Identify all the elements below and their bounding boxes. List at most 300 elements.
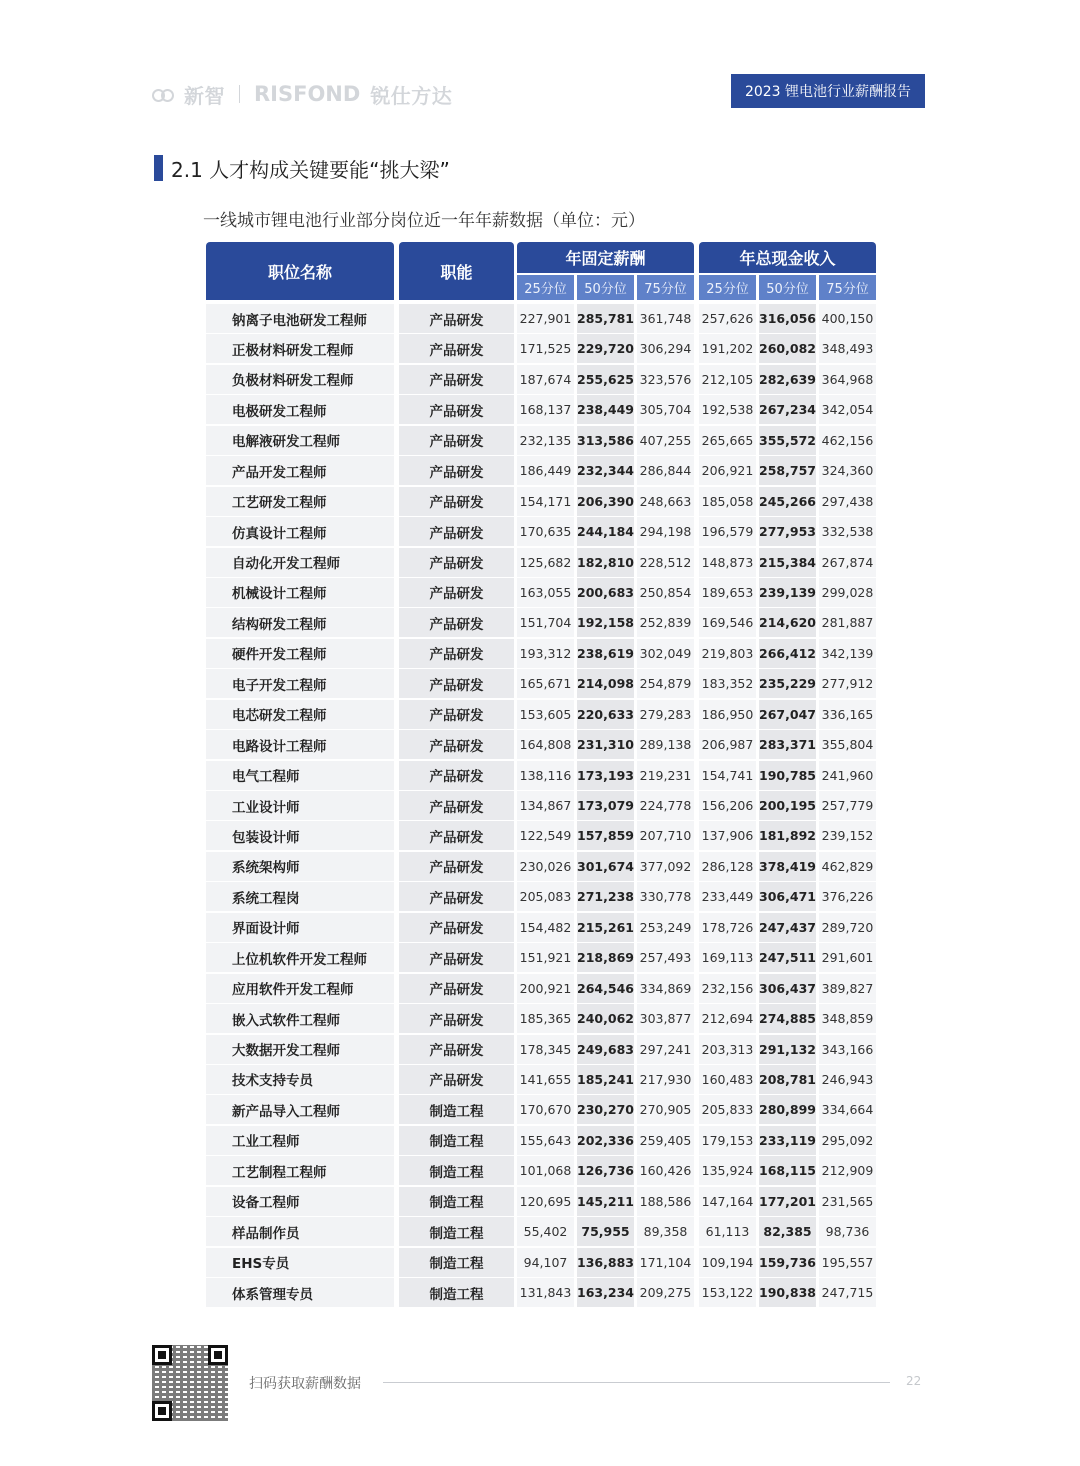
cell-function: 制造工程 — [399, 1278, 514, 1307]
cell-total-p25: 153,122 — [699, 1278, 756, 1307]
cell-total-p50: 214,620 — [759, 608, 816, 637]
cell-total-p75: 257,779 — [819, 791, 876, 820]
scan-prompt: 扫码获取薪酬数据 — [249, 1376, 361, 1392]
cell-position-name: 自动化开发工程师 — [206, 548, 394, 577]
section-title — [154, 154, 450, 182]
cell-position-name: 电解液研发工程师 — [206, 426, 394, 455]
cell-function: 产品研发 — [399, 1065, 514, 1094]
cell-fixed-p50: 173,193 — [577, 761, 634, 790]
cell-position-name: 大数据开发工程师 — [206, 1035, 394, 1064]
cell-fixed-p25: 94,107 — [517, 1248, 574, 1277]
cell-total-p75: 241,960 — [819, 761, 876, 790]
cell-position-name: 电子开发工程师 — [206, 669, 394, 698]
cell-fixed-p75: 334,869 — [637, 974, 694, 1003]
cell-function: 产品研发 — [399, 365, 514, 394]
cell-total-p50: 247,437 — [759, 913, 816, 942]
table-row — [206, 1187, 878, 1217]
cell-total-p50: 316,056 — [759, 304, 816, 333]
cell-fixed-p25: 155,643 — [517, 1126, 574, 1155]
cell-fixed-p75: 89,358 — [637, 1217, 694, 1246]
cell-fixed-p75: 160,426 — [637, 1156, 694, 1185]
table-row — [206, 334, 878, 364]
section-title-bar — [154, 155, 163, 181]
cell-function: 产品研发 — [399, 791, 514, 820]
cell-fixed-p75: 217,930 — [637, 1065, 694, 1094]
cell-position-name: 界面设计师 — [206, 913, 394, 942]
cell-fixed-p75: 289,138 — [637, 730, 694, 759]
cell-function: 产品研发 — [399, 669, 514, 698]
page-number: 22 — [906, 1374, 922, 1388]
cell-fixed-p25: 185,365 — [517, 1004, 574, 1033]
cell-position-name: 上位机软件开发工程师 — [206, 943, 394, 972]
cell-total-p50: 277,953 — [759, 517, 816, 546]
cell-fixed-p50: 157,859 — [577, 821, 634, 850]
brand-name-cn2: 锐仕方达 — [370, 83, 453, 108]
cell-fixed-p25: 151,704 — [517, 608, 574, 637]
cell-fixed-p50: 244,184 — [577, 517, 634, 546]
header-function: 职能 — [399, 242, 514, 300]
cell-function: 产品研发 — [399, 578, 514, 607]
cell-total-p75: 343,166 — [819, 1035, 876, 1064]
cell-fixed-p75: 305,704 — [637, 395, 694, 424]
brand-name-cn: 新智 — [184, 83, 225, 108]
cell-position-name: 工艺制程工程师 — [206, 1156, 394, 1185]
cell-total-p75: 239,152 — [819, 821, 876, 850]
cell-total-p25: 205,833 — [699, 1095, 756, 1124]
cell-fixed-p25: 186,449 — [517, 456, 574, 485]
cell-fixed-p50: 200,683 — [577, 578, 634, 607]
cell-total-p25: 147,164 — [699, 1187, 756, 1216]
header-sub-col: 25分位 — [517, 275, 574, 300]
cell-fixed-p75: 306,294 — [637, 334, 694, 363]
cell-function: 产品研发 — [399, 761, 514, 790]
cell-fixed-p75: 224,778 — [637, 791, 694, 820]
table-row — [206, 1095, 878, 1125]
table-row — [206, 1035, 878, 1065]
cell-total-p50: 82,385 — [759, 1217, 816, 1246]
brand-name-en: RISFOND — [254, 82, 361, 106]
cell-total-p50: 239,139 — [759, 578, 816, 607]
cell-fixed-p75: 254,879 — [637, 669, 694, 698]
cell-position-name: 样品制作员 — [206, 1217, 394, 1246]
header-group-total-cash: 年总现金收入 — [699, 242, 876, 273]
cell-fixed-p50: 301,674 — [577, 852, 634, 881]
cell-total-p50: 190,838 — [759, 1278, 816, 1307]
cell-function: 制造工程 — [399, 1095, 514, 1124]
cell-position-name: 硬件开发工程师 — [206, 639, 394, 668]
cell-fixed-p25: 193,312 — [517, 639, 574, 668]
cell-total-p25: 179,153 — [699, 1126, 756, 1155]
cell-total-p75: 342,139 — [819, 639, 876, 668]
table-row — [206, 943, 878, 973]
cell-fixed-p50: 271,238 — [577, 882, 634, 911]
cell-function: 产品研发 — [399, 548, 514, 577]
cell-fixed-p25: 170,670 — [517, 1095, 574, 1124]
cell-total-p25: 135,924 — [699, 1156, 756, 1185]
cell-total-p50: 260,082 — [759, 334, 816, 363]
cell-total-p25: 169,113 — [699, 943, 756, 972]
cell-fixed-p75: 171,104 — [637, 1248, 694, 1277]
cell-function: 产品研发 — [399, 395, 514, 424]
cell-total-p75: 342,054 — [819, 395, 876, 424]
cell-total-p50: 190,785 — [759, 761, 816, 790]
cell-position-name: 体系管理专员 — [206, 1278, 394, 1307]
header-sub-col: 50分位 — [759, 275, 816, 300]
cell-position-name: 结构研发工程师 — [206, 608, 394, 637]
report-title-badge: 2023 锂电池行业薪酬报告 — [731, 74, 925, 108]
cell-total-p75: 231,565 — [819, 1187, 876, 1216]
cell-total-p25: 232,156 — [699, 974, 756, 1003]
cell-function: 产品研发 — [399, 487, 514, 516]
cell-fixed-p50: 249,683 — [577, 1035, 634, 1064]
cell-function: 产品研发 — [399, 608, 514, 637]
cell-total-p50: 280,899 — [759, 1095, 816, 1124]
cell-fixed-p50: 206,390 — [577, 487, 634, 516]
section-title-text: 2.1 人才构成关键要能“挑大梁” — [171, 157, 450, 182]
cell-total-p75: 462,156 — [819, 426, 876, 455]
cell-total-p25: 61,113 — [699, 1217, 756, 1246]
cell-total-p75: 334,664 — [819, 1095, 876, 1124]
cell-total-p50: 247,511 — [759, 943, 816, 972]
cell-total-p75: 348,493 — [819, 334, 876, 363]
cell-fixed-p25: 101,068 — [517, 1156, 574, 1185]
cell-total-p50: 266,412 — [759, 639, 816, 668]
cell-fixed-p50: 218,869 — [577, 943, 634, 972]
table-body — [206, 304, 878, 1308]
cell-total-p25: 183,352 — [699, 669, 756, 698]
cell-total-p25: 148,873 — [699, 548, 756, 577]
cell-fixed-p75: 407,255 — [637, 426, 694, 455]
table-row — [206, 304, 878, 334]
cell-total-p50: 215,384 — [759, 548, 816, 577]
cell-fixed-p75: 302,049 — [637, 639, 694, 668]
cell-fixed-p75: 253,249 — [637, 913, 694, 942]
cell-total-p50: 306,471 — [759, 882, 816, 911]
cell-total-p75: 389,827 — [819, 974, 876, 1003]
cell-position-name: 设备工程师 — [206, 1187, 394, 1216]
cell-fixed-p75: 250,854 — [637, 578, 694, 607]
header-sub-col: 50分位 — [577, 275, 634, 300]
cell-fixed-p50: 229,720 — [577, 334, 634, 363]
cell-fixed-p25: 151,921 — [517, 943, 574, 972]
cell-total-p75: 247,715 — [819, 1278, 876, 1307]
table-row — [206, 852, 878, 882]
table-row — [206, 456, 878, 486]
cell-total-p50: 282,639 — [759, 365, 816, 394]
cell-fixed-p75: 297,241 — [637, 1035, 694, 1064]
table-row — [206, 913, 878, 943]
cell-fixed-p25: 154,171 — [517, 487, 574, 516]
cell-position-name: 产品开发工程师 — [206, 456, 394, 485]
cell-total-p50: 306,437 — [759, 974, 816, 1003]
cell-fixed-p25: 227,901 — [517, 304, 574, 333]
cell-position-name: 电气工程师 — [206, 761, 394, 790]
cell-fixed-p50: 126,736 — [577, 1156, 634, 1185]
cell-function: 产品研发 — [399, 639, 514, 668]
table-row — [206, 365, 878, 395]
cell-fixed-p25: 164,808 — [517, 730, 574, 759]
cell-fixed-p50: 173,079 — [577, 791, 634, 820]
table-row — [206, 821, 878, 851]
cell-total-p50: 168,115 — [759, 1156, 816, 1185]
table-row — [206, 395, 878, 425]
cell-position-name: 工业工程师 — [206, 1126, 394, 1155]
cell-fixed-p25: 170,635 — [517, 517, 574, 546]
cell-total-p50: 235,229 — [759, 669, 816, 698]
header-sub-col: 75分位 — [819, 275, 876, 300]
cell-total-p50: 200,195 — [759, 791, 816, 820]
header-group-fixed-pay: 年固定薪酬 — [517, 242, 694, 273]
table-row — [206, 578, 878, 608]
table-row — [206, 1156, 878, 1186]
cell-fixed-p50: 214,098 — [577, 669, 634, 698]
cell-fixed-p50: 313,586 — [577, 426, 634, 455]
brand-divider — [239, 85, 240, 103]
cell-fixed-p75: 209,275 — [637, 1278, 694, 1307]
cell-total-p25: 219,803 — [699, 639, 756, 668]
cell-function: 产品研发 — [399, 974, 514, 1003]
table-header — [206, 242, 878, 300]
cell-position-name: 电路设计工程师 — [206, 730, 394, 759]
cell-total-p75: 277,912 — [819, 669, 876, 698]
table-row — [206, 1278, 878, 1308]
cell-function: 产品研发 — [399, 730, 514, 759]
cell-total-p75: 289,720 — [819, 913, 876, 942]
cell-position-name: 工艺研发工程师 — [206, 487, 394, 516]
cell-total-p75: 281,887 — [819, 608, 876, 637]
cell-total-p25: 185,058 — [699, 487, 756, 516]
cell-total-p25: 156,206 — [699, 791, 756, 820]
cell-total-p25: 206,987 — [699, 730, 756, 759]
cell-position-name: 工业设计师 — [206, 791, 394, 820]
cell-fixed-p75: 279,283 — [637, 700, 694, 729]
cell-fixed-p25: 200,921 — [517, 974, 574, 1003]
cell-fixed-p50: 285,781 — [577, 304, 634, 333]
cell-fixed-p25: 138,116 — [517, 761, 574, 790]
cell-function: 产品研发 — [399, 334, 514, 363]
cell-fixed-p50: 220,633 — [577, 700, 634, 729]
cell-function: 产品研发 — [399, 700, 514, 729]
cell-position-name: 仿真设计工程师 — [206, 517, 394, 546]
cell-total-p25: 286,128 — [699, 852, 756, 881]
cell-total-p75: 246,943 — [819, 1065, 876, 1094]
cell-fixed-p75: 207,710 — [637, 821, 694, 850]
cell-total-p25: 196,579 — [699, 517, 756, 546]
cell-function: 制造工程 — [399, 1217, 514, 1246]
cell-function: 制造工程 — [399, 1248, 514, 1277]
cell-total-p25: 137,906 — [699, 821, 756, 850]
cell-function: 产品研发 — [399, 426, 514, 455]
cell-fixed-p25: 55,402 — [517, 1217, 574, 1246]
cell-position-name: 系统工程岗 — [206, 882, 394, 911]
cell-fixed-p25: 154,482 — [517, 913, 574, 942]
cell-total-p25: 257,626 — [699, 304, 756, 333]
cell-fixed-p50: 255,625 — [577, 365, 634, 394]
cell-function: 产品研发 — [399, 517, 514, 546]
cell-fixed-p75: 248,663 — [637, 487, 694, 516]
cell-fixed-p25: 134,867 — [517, 791, 574, 820]
cell-total-p75: 291,601 — [819, 943, 876, 972]
cell-function: 产品研发 — [399, 882, 514, 911]
cell-position-name: 技术支持专员 — [206, 1065, 394, 1094]
salary-table — [206, 242, 878, 1308]
cell-fixed-p25: 230,026 — [517, 852, 574, 881]
cell-total-p75: 212,909 — [819, 1156, 876, 1185]
cell-fixed-p75: 252,839 — [637, 608, 694, 637]
cell-total-p50: 283,371 — [759, 730, 816, 759]
cell-fixed-p75: 377,092 — [637, 852, 694, 881]
cell-total-p25: 265,665 — [699, 426, 756, 455]
cell-position-name: 包装设计师 — [206, 821, 394, 850]
cell-total-p25: 206,921 — [699, 456, 756, 485]
table-row — [206, 639, 878, 669]
cell-total-p50: 159,736 — [759, 1248, 816, 1277]
cell-total-p25: 186,950 — [699, 700, 756, 729]
qr-code — [152, 1345, 228, 1421]
qr-finder — [152, 1345, 172, 1365]
cell-fixed-p25: 178,345 — [517, 1035, 574, 1064]
header-sub-col: 75分位 — [637, 275, 694, 300]
brand-mark-icon — [152, 86, 174, 102]
cell-position-name: 钠离子电池研发工程师 — [206, 304, 394, 333]
cell-fixed-p50: 202,336 — [577, 1126, 634, 1155]
cell-fixed-p25: 171,525 — [517, 334, 574, 363]
cell-fixed-p25: 125,682 — [517, 548, 574, 577]
cell-fixed-p50: 136,883 — [577, 1248, 634, 1277]
cell-fixed-p50: 145,211 — [577, 1187, 634, 1216]
table-row — [206, 974, 878, 1004]
cell-total-p75: 324,360 — [819, 456, 876, 485]
cell-total-p25: 192,538 — [699, 395, 756, 424]
cell-total-p25: 212,105 — [699, 365, 756, 394]
cell-function: 产品研发 — [399, 1004, 514, 1033]
table-row — [206, 669, 878, 699]
cell-function: 产品研发 — [399, 943, 514, 972]
cell-fixed-p75: 361,748 — [637, 304, 694, 333]
cell-total-p75: 195,557 — [819, 1248, 876, 1277]
cell-fixed-p75: 303,877 — [637, 1004, 694, 1033]
table-row — [206, 791, 878, 821]
cell-position-name: 机械设计工程师 — [206, 578, 394, 607]
cell-total-p75: 348,859 — [819, 1004, 876, 1033]
cell-fixed-p25: 232,135 — [517, 426, 574, 455]
cell-fixed-p25: 205,083 — [517, 882, 574, 911]
header-sub-col: 25分位 — [699, 275, 756, 300]
qr-finder — [152, 1401, 172, 1421]
cell-position-name: 正极材料研发工程师 — [206, 334, 394, 363]
table-row — [206, 608, 878, 638]
cell-total-p50: 177,201 — [759, 1187, 816, 1216]
cell-total-p75: 332,538 — [819, 517, 876, 546]
cell-function: 产品研发 — [399, 456, 514, 485]
cell-total-p75: 299,028 — [819, 578, 876, 607]
cell-total-p75: 336,165 — [819, 700, 876, 729]
cell-fixed-p50: 238,449 — [577, 395, 634, 424]
cell-function: 产品研发 — [399, 1035, 514, 1064]
cell-function: 制造工程 — [399, 1187, 514, 1216]
table-row — [206, 1065, 878, 1095]
cell-fixed-p50: 230,270 — [577, 1095, 634, 1124]
cell-function: 产品研发 — [399, 821, 514, 850]
cell-fixed-p25: 122,549 — [517, 821, 574, 850]
cell-total-p25: 154,741 — [699, 761, 756, 790]
cell-fixed-p75: 259,405 — [637, 1126, 694, 1155]
cell-fixed-p25: 141,655 — [517, 1065, 574, 1094]
table-row — [206, 730, 878, 760]
cell-total-p25: 212,694 — [699, 1004, 756, 1033]
cell-function: 产品研发 — [399, 852, 514, 881]
cell-position-name: 系统架构师 — [206, 852, 394, 881]
cell-total-p50: 208,781 — [759, 1065, 816, 1094]
cell-total-p75: 297,438 — [819, 487, 876, 516]
cell-total-p50: 267,234 — [759, 395, 816, 424]
cell-position-name: EHS专员 — [206, 1248, 394, 1277]
table-row — [206, 1004, 878, 1034]
cell-position-name: 负极材料研发工程师 — [206, 365, 394, 394]
cell-total-p50: 245,266 — [759, 487, 816, 516]
cell-fixed-p25: 165,671 — [517, 669, 574, 698]
cell-fixed-p50: 240,062 — [577, 1004, 634, 1033]
header-position-name: 职位名称 — [206, 242, 394, 300]
cell-total-p25: 178,726 — [699, 913, 756, 942]
footer-divider — [383, 1382, 890, 1383]
table-row — [206, 700, 878, 730]
brand-logo — [152, 80, 452, 108]
cell-fixed-p50: 264,546 — [577, 974, 634, 1003]
cell-function: 产品研发 — [399, 913, 514, 942]
table-row — [206, 548, 878, 578]
cell-fixed-p25: 163,055 — [517, 578, 574, 607]
cell-fixed-p50: 185,241 — [577, 1065, 634, 1094]
cell-total-p25: 160,483 — [699, 1065, 756, 1094]
cell-fixed-p50: 182,810 — [577, 548, 634, 577]
cell-fixed-p75: 219,231 — [637, 761, 694, 790]
table-row — [206, 1248, 878, 1278]
cell-total-p50: 267,047 — [759, 700, 816, 729]
cell-total-p50: 233,119 — [759, 1126, 816, 1155]
cell-total-p50: 355,572 — [759, 426, 816, 455]
cell-total-p75: 364,968 — [819, 365, 876, 394]
cell-total-p25: 233,449 — [699, 882, 756, 911]
cell-total-p25: 191,202 — [699, 334, 756, 363]
cell-total-p50: 258,757 — [759, 456, 816, 485]
table-row — [206, 1126, 878, 1156]
cell-position-name: 应用软件开发工程师 — [206, 974, 394, 1003]
cell-fixed-p25: 120,695 — [517, 1187, 574, 1216]
table-row — [206, 487, 878, 517]
cell-function: 产品研发 — [399, 304, 514, 333]
cell-position-name: 新产品导入工程师 — [206, 1095, 394, 1124]
qr-finder — [208, 1345, 228, 1365]
table-row — [206, 1217, 878, 1247]
table-row — [206, 761, 878, 791]
cell-function: 制造工程 — [399, 1156, 514, 1185]
cell-total-p75: 295,092 — [819, 1126, 876, 1155]
cell-fixed-p50: 192,158 — [577, 608, 634, 637]
cell-fixed-p25: 187,674 — [517, 365, 574, 394]
cell-total-p75: 355,804 — [819, 730, 876, 759]
cell-fixed-p50: 231,310 — [577, 730, 634, 759]
cell-position-name: 嵌入式软件工程师 — [206, 1004, 394, 1033]
cell-position-name: 电极研发工程师 — [206, 395, 394, 424]
cell-fixed-p75: 228,512 — [637, 548, 694, 577]
cell-total-p50: 181,892 — [759, 821, 816, 850]
cell-fixed-p50: 163,234 — [577, 1278, 634, 1307]
cell-total-p25: 109,194 — [699, 1248, 756, 1277]
cell-fixed-p50: 232,344 — [577, 456, 634, 485]
table-row — [206, 426, 878, 456]
cell-total-p25: 189,653 — [699, 578, 756, 607]
